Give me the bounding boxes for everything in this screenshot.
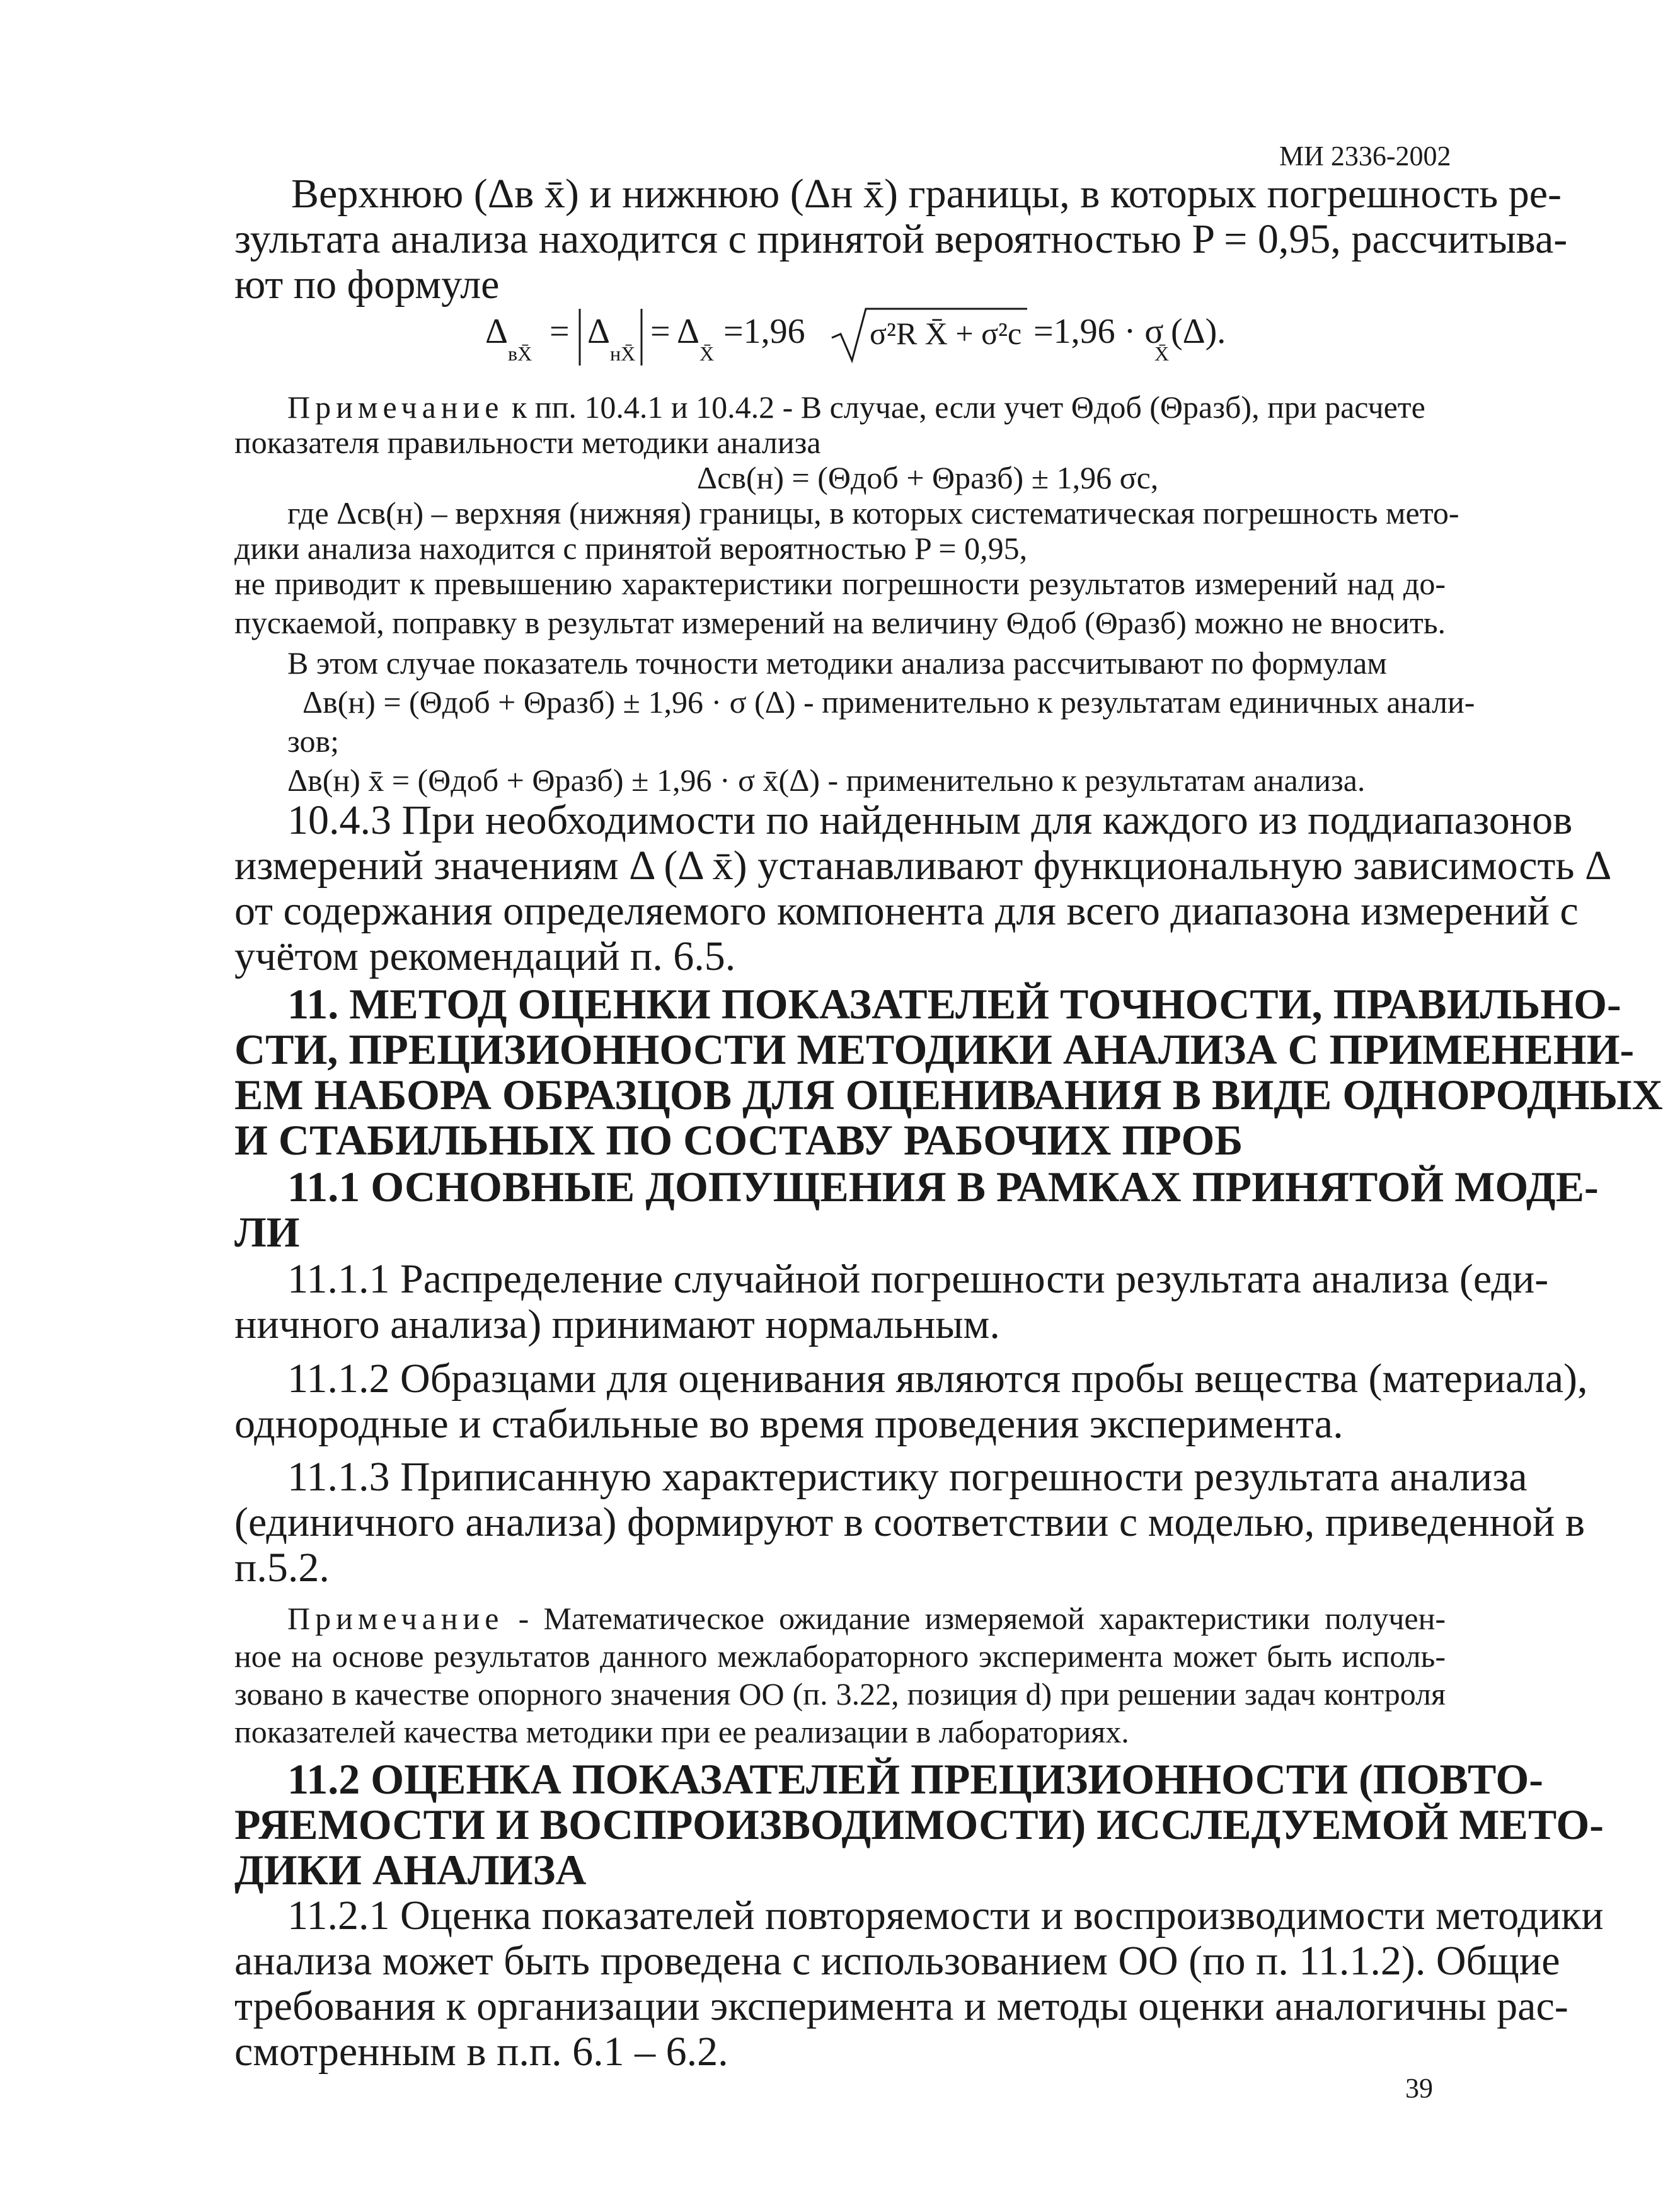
note-line: В этом случае показатель точности методики анализа рассчитывают по формулам [287, 645, 1387, 681]
note-line: показателей качества методики при ее реализации в лабораториях. [234, 1714, 1129, 1749]
paragraph-line: требования к организации эксперимента и методы оценки аналогичны рас- [234, 1983, 1568, 2029]
paragraph-line: смотренным в п.п. 6.1 – 6.2. [234, 2029, 728, 2075]
subsection-heading: 11.1 ОСНОВНЫЕ ДОПУЩЕНИЯ В РАМКАХ ПРИНЯТОЙ МОДЕ- [287, 1163, 1599, 1211]
paragraph-line: анализа может быть проведена с использованием ОО (по п. 11.1.2). Общие [234, 1938, 1560, 1984]
subsection-heading: ДИКИ АНАЛИЗА [234, 1846, 587, 1894]
note-line: показателя правильности методики анализа [234, 425, 821, 460]
note-label: Примечание [287, 1601, 504, 1636]
formula-coef: =1,96 [723, 312, 805, 351]
paragraph-line: от содержания определяемого компонента для всего диапазона измерений с [234, 888, 1579, 934]
formula-eq: = [650, 312, 670, 351]
note-line: зов; [287, 723, 339, 759]
note-line [287, 1601, 1446, 1636]
main-formula [479, 302, 1226, 378]
note-line: Δв(н) x̄ = (Θдоб + Θразб) ± 1,96 · σ x̄(Δ) - применительно к результатам анализа. [287, 763, 1366, 798]
formula-delta: Δ [677, 312, 700, 351]
note-text: к пп. 10.4.1 и 10.4.2 - В случае, если учет Θдоб (Θразб), при расчете [504, 389, 1425, 425]
paragraph-line: 11.1.2 Образцами для оценивания являются пробы вещества (материала), [287, 1356, 1588, 1402]
paragraph-line: 10.4.3 При необходимости по найденным для каждого из поддиапазонов [287, 797, 1573, 843]
subsection-heading: 11.2 ОЦЕНКА ПОКАЗАТЕЛЕЙ ПРЕЦИЗИОННОСТИ (ПОВТО- [287, 1755, 1543, 1803]
paragraph-line: ничного анализа) принимают нормальным. [234, 1301, 1000, 1347]
section-heading: СТИ, ПРЕЦИЗИОННОСТИ МЕТОДИКИ АНАЛИЗА С ПРИМЕНЕНИ- [234, 1025, 1635, 1073]
note-formula: Δсв(н) = (Θдоб + Θразб) ± 1,96 σс, [697, 460, 1159, 495]
formula-sub: X̄ [699, 342, 715, 365]
paragraph-line: п.5.2. [234, 1545, 330, 1591]
paragraph-line: 11.1.1 Распределение случайной погрешности результата анализа (еди- [287, 1256, 1549, 1302]
formula-sub: вX̄ [508, 342, 532, 365]
section-heading: ЕМ НАБОРА ОБРАЗЦОВ ДЛЯ ОЦЕНИВАНИЯ В ВИДЕ ОДНОРОДНЫХ [234, 1071, 1663, 1119]
note-line: не приводит к превышению характеристики погрешности результатов измерений над до- [234, 566, 1446, 601]
note-line: ное на основе результатов данного межлабораторного эксперимента может быть исполь- [234, 1639, 1446, 1674]
note-line: пускаемой, поправку в результат измерений на величину Θдоб (Θразб) можно не вносить. [234, 605, 1446, 640]
note-text: - Математическое ожидание измеряемой характеристики получен- [504, 1601, 1446, 1636]
page-number: 39 [1405, 2073, 1433, 2104]
formula-tail-arg: (Δ). [1171, 312, 1226, 351]
formula-eq: = [550, 312, 570, 351]
section-heading: 11. МЕТОД ОЦЕНКИ ПОКАЗАТЕЛЕЙ ТОЧНОСТИ, ПРАВИЛЬНО- [287, 980, 1621, 1028]
paragraph-line: (единичного анализа) формируют в соответствии с моделью, приведенной в [234, 1499, 1585, 1545]
formula-delta: Δ [587, 312, 611, 351]
paragraph-line: 11.1.3 Приписанную характеристику погрешности результата анализа [287, 1454, 1528, 1500]
paragraph-line: зультата анализа находится с принятой вероятностью P = 0,95, рассчитыва- [234, 216, 1568, 262]
note-line [287, 389, 1425, 425]
paragraph-line: 11.2.1 Оценка показателей повторяемости и воспроизводимости методики [287, 1892, 1604, 1938]
formula-sub: X̄ [1154, 342, 1170, 365]
note-line: зовано в качестве опорного значения ОО (п. 3.22, позиция d) при решении задач контроля [234, 1676, 1446, 1712]
note-line: Δв(н) = (Θдоб + Θразб) ± 1,96 · σ (Δ) - применительно к результатам единичных анали- [302, 684, 1475, 720]
subsection-heading: РЯЕМОСТИ И ВОСПРОИЗВОДИМОСТИ) ИССЛЕДУЕМОЙ МЕТО- [234, 1800, 1604, 1848]
formula-radicand: σ²R X̄ + σ²c [870, 316, 1022, 351]
formula-sub: нX̄ [610, 342, 636, 365]
section-heading: И СТАБИЛЬНЫХ ПО СОСТАВУ РАБОЧИХ ПРОБ [234, 1116, 1243, 1164]
note-label: Примечание [287, 389, 504, 425]
note-line: где Δсв(н) – верхняя (нижняя) границы, в которых систематическая погрешность мето- [287, 495, 1459, 531]
formula-delta: Δ [485, 312, 509, 351]
paragraph-line: однородные и стабильные во время проведения эксперимента. [234, 1401, 1344, 1447]
paragraph-line: учётом рекомендаций п. 6.5. [234, 933, 736, 979]
paragraph-line: ют по формуле [234, 262, 500, 308]
formula-tail: =1,96 · σ [1033, 312, 1164, 351]
document-id: МИ 2336-2002 [1279, 141, 1451, 171]
note-line: дики анализа находится с принятой вероятностью P = 0,95, [234, 531, 1028, 566]
paragraph-line: измерений значениям Δ (Δ x̄) устанавливают функциональную зависимость Δ [234, 843, 1612, 889]
paragraph-line: Верхнюю (Δв x̄) и нижнюю (Δн x̄) границы, в которых погрешность ре- [291, 171, 1562, 217]
subsection-heading: ЛИ [234, 1208, 300, 1256]
